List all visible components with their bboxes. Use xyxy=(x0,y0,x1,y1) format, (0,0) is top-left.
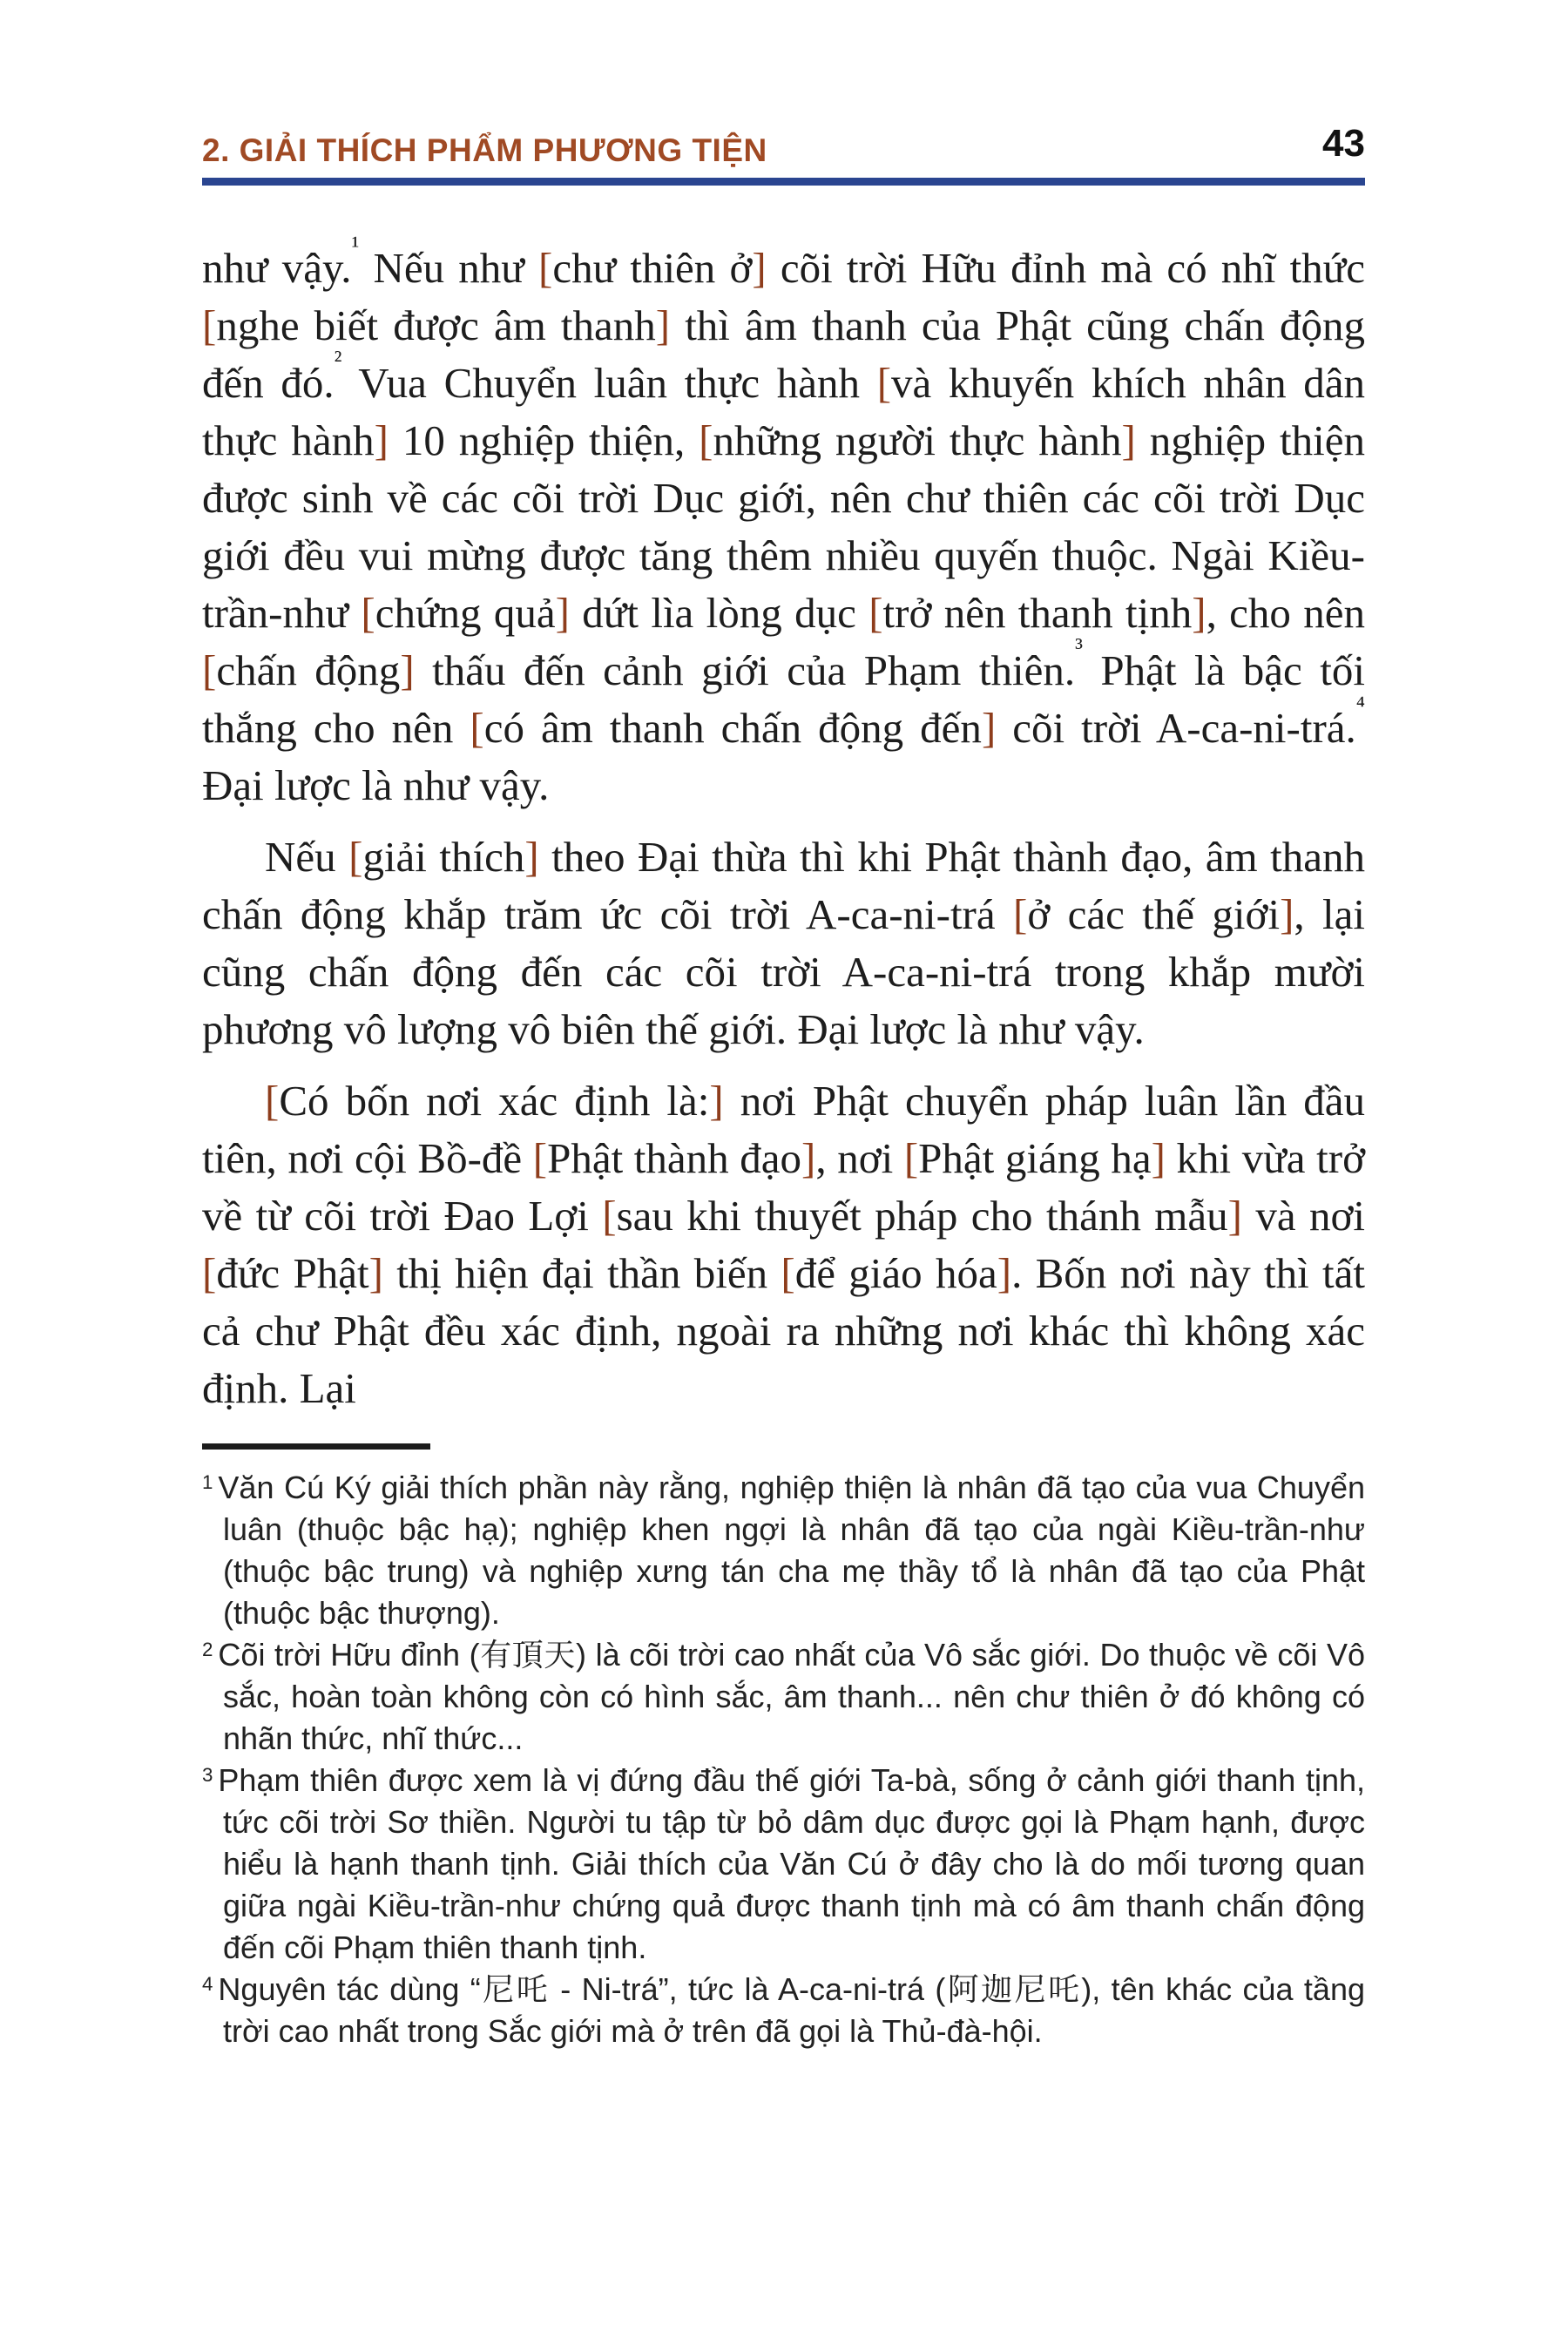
close-bracket: ] xyxy=(524,833,539,881)
body-paragraph-3: [Có bốn nơi xác định là:] nơi Phật chuyển pháp luân lần đầu tiên, nơi cội Bồ-đề [Phật thành đạo], nơi [Phật giáng hạ] khi vừa trở về từ cõi trời Đao Lợi [sau khi thuyết pháp cho thánh mẫu] và nơi [đức Phật] thị hiện đại thần biến [để giáo hóa]. Bốn nơi này thì tất cả chư Phật đều xác định, ngoài ra những nơi khác thì không xác định. Lại xyxy=(202,1077,1366,1412)
footnote-reference: ¹ xyxy=(351,231,360,260)
close-bracket: ] xyxy=(368,1249,383,1297)
footnote-marker: 4 xyxy=(202,1972,213,1995)
footnote-4 xyxy=(202,1969,1365,2052)
open-bracket: [ xyxy=(265,1077,280,1125)
footnote-text: Văn Cú Ký giải thích phần này rằng, nghiệp thiện là nhân đã tạo của vua Chuyển luân (thuộc bậc hạ); nghiệp khen ngợi là nhân đã tạo của ngài Kiều-trần-như (thuộc bậc trung) và nghiệp xưng tán cha mẹ thầy tổ là nhân đã tạo của Phật (thuộc bậc thượng). xyxy=(218,1470,1365,1631)
footnote-marker: 1 xyxy=(202,1470,213,1493)
close-bracket: ] xyxy=(374,416,389,464)
close-bracket: ] xyxy=(997,1249,1012,1297)
close-bracket: ] xyxy=(1151,1134,1166,1182)
page-header xyxy=(202,122,1365,186)
footnote-separator xyxy=(202,1443,430,1450)
footnote-text: Phạm thiên được xem là vị đứng đầu thế giới Ta-bà, sống ở cảnh giới thanh tịnh, tức cõi trời Sơ thiền. Người tu tập từ bỏ dâm dục được gọi là Phạm hạnh, được hiểu là hạnh thanh tịnh. Giải thích của Văn Cú ở đây cho là do mối tương quan giữa ngài Kiều-trần-như chứng quả được thanh tịnh mà có âm thanh chấn động đến cõi Phạm thiên thanh tịnh. xyxy=(218,1762,1365,1965)
body-paragraph-2: Nếu [giải thích] theo Đại thừa thì khi Phật thành đạo, âm thanh chấn động khắp trăm ức cõi trời A-ca-ni-trá [ở các thế giới], lại cũng chấn động đến các cõi trời A-ca-ni-trá trong khắp mười phương vô lượng vô biên thế giới. Đại lược là như vậy. xyxy=(202,833,1366,1053)
open-bracket: [ xyxy=(532,1134,548,1182)
close-bracket: ] xyxy=(555,589,570,637)
close-bracket: ] xyxy=(400,646,415,694)
footnote-3 xyxy=(202,1760,1365,1969)
close-bracket: ] xyxy=(655,301,671,349)
header-row xyxy=(202,122,1365,172)
close-bracket: ] xyxy=(1227,1192,1242,1240)
open-bracket: [ xyxy=(699,416,713,464)
open-bracket: [ xyxy=(202,301,217,349)
page-content xyxy=(202,0,1365,2052)
chapter-title: 2. GIẢI THÍCH PHẨM PHƯƠNG TIỆN xyxy=(202,132,767,168)
header-rule xyxy=(202,178,1365,186)
close-bracket: ] xyxy=(709,1077,724,1125)
close-bracket: ] xyxy=(981,704,997,752)
close-bracket: ] xyxy=(1280,890,1294,938)
body-paragraph-1: như vậy.$^{^1}$ Nếu như [chư thiên ở] cõi trời Hữu đỉnh mà có nhĩ thức [nghe biết được âm thanh] thì âm thanh của Phật cũng chấn động đến đó.$^{^2}$ Vua Chuyển luân thực hành [và khuyến khích nhân dân thực hành] 10 nghiệp thiện, [những người thực hành] nghiệp thiện được sinh về các cõi trời Dục giới, nên chư thiên các cõi trời Dục giới đều vui mừng được tăng thêm nhiều quyến thuộc. Ngài Kiều-trần-như [chứng quả] dứt lìa lòng dục [trở nên thanh tịnh], cho nên [chấn động] thấu đến cảnh giới của Phạm thiên.$^{^3}$ Phật là bậc tối thắng cho nên [có âm thanh chấn động đến] cõi trời A-ca-ni-trá.$^{^4}$ Đại lược là như vậy. xyxy=(202,231,1366,809)
open-bracket: [ xyxy=(361,589,375,637)
open-bracket: [ xyxy=(781,1249,795,1297)
footnotes xyxy=(202,1467,1365,2052)
open-bracket: [ xyxy=(876,359,892,407)
close-bracket: ] xyxy=(801,1134,816,1182)
open-bracket: [ xyxy=(538,244,553,292)
page-number: 43 xyxy=(1322,122,1365,165)
footnote-marker: 2 xyxy=(202,1638,213,1660)
footnote-text: Cõi trời Hữu đỉnh (有頂天) là cõi trời cao nhất của Vô sắc giới. Do thuộc về cõi Vô sắc, hoàn toàn không còn có hình sắc, âm thanh... nên chư thiên ở đó không có nhãn thức, nhĩ thức... xyxy=(218,1637,1365,1756)
open-bracket: [ xyxy=(202,1249,217,1297)
close-bracket: ] xyxy=(752,244,767,292)
open-bracket: [ xyxy=(470,704,484,752)
open-bracket: [ xyxy=(903,1134,919,1182)
body-text xyxy=(202,231,1366,1417)
footnote-reference: ³ xyxy=(1075,633,1083,662)
footnote-2 xyxy=(202,1634,1365,1760)
open-bracket: [ xyxy=(868,589,883,637)
open-bracket: [ xyxy=(602,1192,617,1240)
close-bracket: ] xyxy=(1121,416,1136,464)
close-bracket: ] xyxy=(1192,589,1206,637)
footnote-reference: ⁴ xyxy=(1355,691,1366,720)
footnote-text: Nguyên tác dùng “尼吒 - Ni-trá”, tức là A-ca-ni-trá (阿迦尼吒), tên khác của tầng trời cao nhất trong Sắc giới mà ở trên đã gọi là Thủ-đà-hội. xyxy=(218,1971,1365,2049)
footnote-1 xyxy=(202,1467,1365,1634)
footnote-reference: ² xyxy=(334,346,342,375)
open-bracket: [ xyxy=(348,833,363,881)
open-bracket: [ xyxy=(202,646,217,694)
open-bracket: [ xyxy=(1013,890,1028,938)
footnote-marker: 3 xyxy=(202,1763,213,1786)
